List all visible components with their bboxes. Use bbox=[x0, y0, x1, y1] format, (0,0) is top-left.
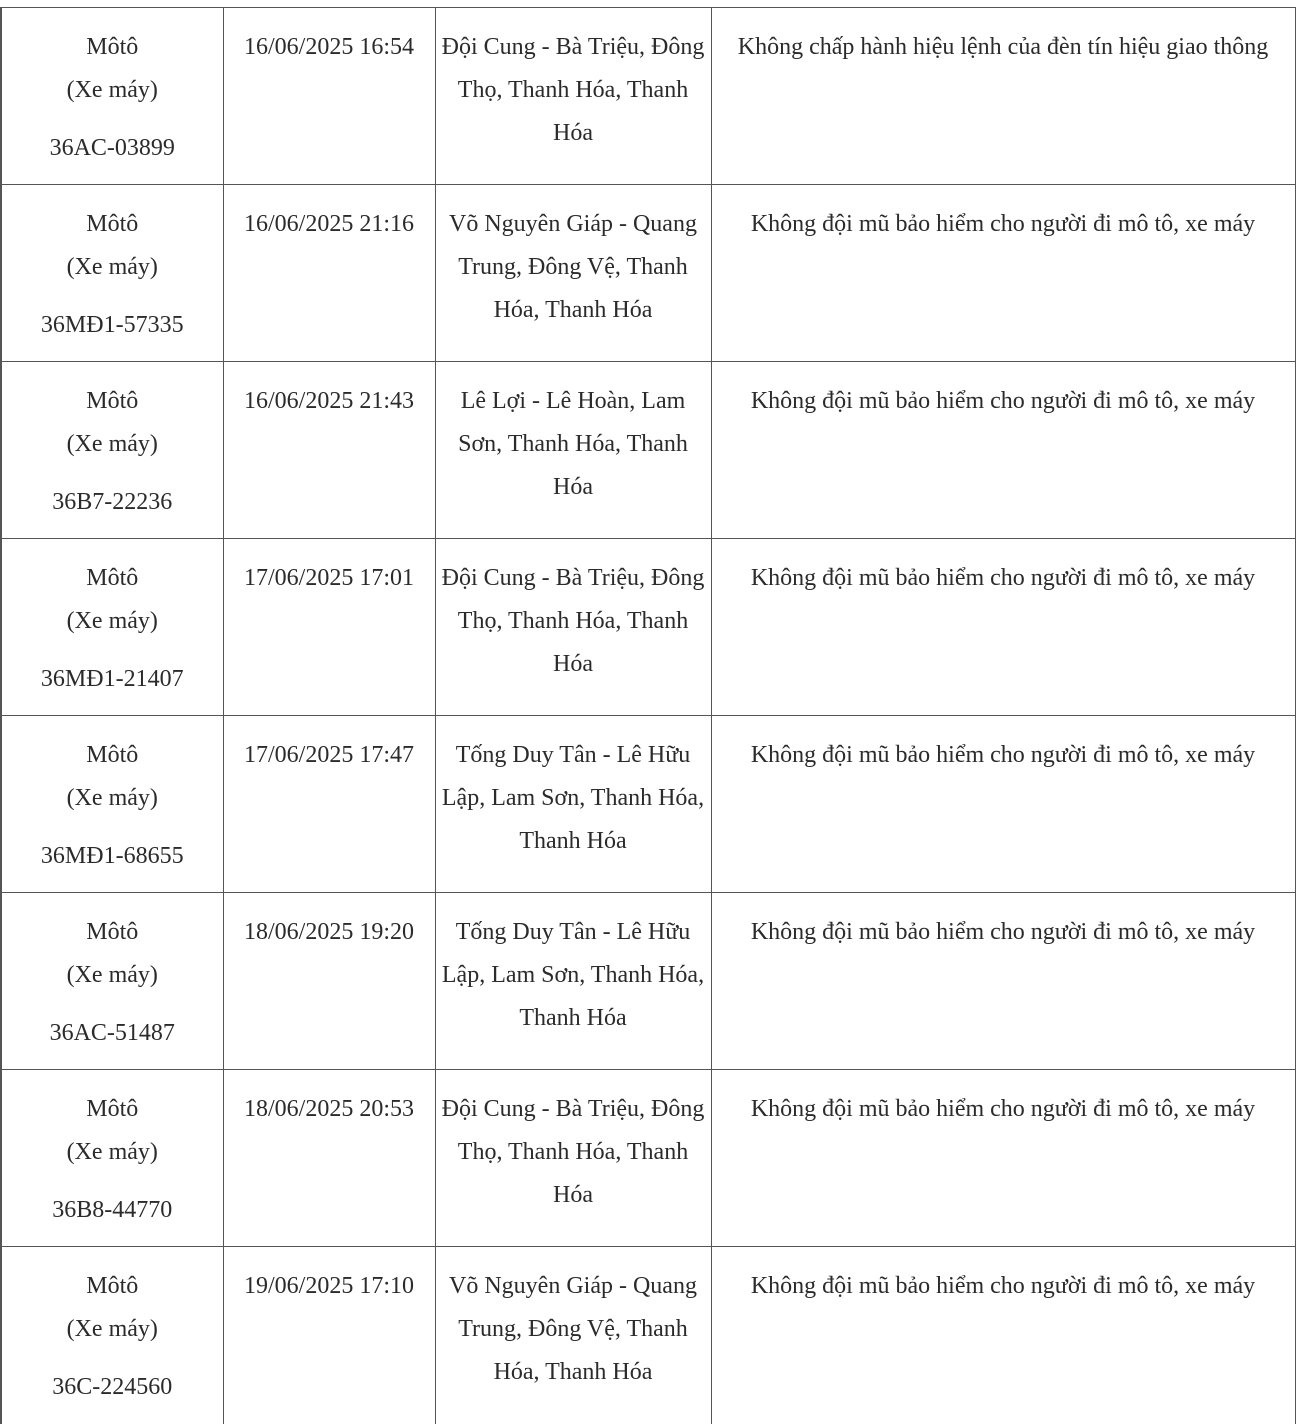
vehicle-type: Môtô bbox=[86, 1096, 139, 1122]
violation-time: 17/06/2025 17:01 bbox=[223, 539, 435, 716]
vehicle-type: Môtô bbox=[86, 565, 139, 591]
vehicle-subtype: (Xe máy) bbox=[66, 1316, 158, 1342]
vehicle-cell bbox=[1, 185, 223, 362]
table-row bbox=[1, 893, 1295, 1070]
table-row bbox=[1, 1247, 1295, 1424]
table-row bbox=[1, 185, 1295, 362]
license-plate: 36B8-44770 bbox=[52, 1197, 173, 1223]
violation-time: 18/06/2025 20:53 bbox=[223, 1070, 435, 1247]
vehicle-cell bbox=[1, 1247, 223, 1424]
vehicle-subtype: (Xe máy) bbox=[66, 785, 158, 811]
vehicle-cell bbox=[1, 362, 223, 539]
vehicle-type: Môtô bbox=[86, 388, 139, 414]
table-row bbox=[1, 716, 1295, 893]
license-plate: 36AC-51487 bbox=[49, 1020, 175, 1046]
table-row bbox=[1, 1070, 1295, 1247]
vehicle-subtype: (Xe máy) bbox=[66, 962, 158, 988]
license-plate: 36AC-03899 bbox=[49, 135, 175, 161]
vehicle-type: Môtô bbox=[86, 742, 139, 768]
violations-table-wrapper bbox=[0, 7, 1294, 1424]
license-plate: 36B7-22236 bbox=[52, 489, 173, 515]
vehicle-subtype: (Xe máy) bbox=[66, 608, 158, 634]
violation-description: Không chấp hành hiệu lệnh của đèn tín hiệu giao thông bbox=[711, 8, 1295, 185]
violation-time: 16/06/2025 21:43 bbox=[223, 362, 435, 539]
violation-description: Không đội mũ bảo hiểm cho người đi mô tô, xe máy bbox=[711, 893, 1295, 1070]
table-row bbox=[1, 362, 1295, 539]
violation-location: Tống Duy Tân - Lê Hữu Lập, Lam Sơn, Thanh Hóa, Thanh Hóa bbox=[435, 893, 711, 1070]
vehicle-type: Môtô bbox=[86, 211, 139, 237]
vehicle-cell bbox=[1, 893, 223, 1070]
violation-time: 16/06/2025 21:16 bbox=[223, 185, 435, 362]
license-plate: 36MĐ1-57335 bbox=[40, 312, 184, 338]
vehicle-subtype: (Xe máy) bbox=[66, 254, 158, 280]
violation-time: 19/06/2025 17:10 bbox=[223, 1247, 435, 1424]
violation-time: 17/06/2025 17:47 bbox=[223, 716, 435, 893]
violation-location: Lê Lợi - Lê Hoàn, Lam Sơn, Thanh Hóa, Thanh Hóa bbox=[435, 362, 711, 539]
violation-location: Đội Cung - Bà Triệu, Đông Thọ, Thanh Hóa, Thanh Hóa bbox=[435, 539, 711, 716]
violation-time: 18/06/2025 19:20 bbox=[223, 893, 435, 1070]
violation-description: Không đội mũ bảo hiểm cho người đi mô tô, xe máy bbox=[711, 716, 1295, 893]
vehicle-subtype: (Xe máy) bbox=[66, 77, 158, 103]
vehicle-subtype: (Xe máy) bbox=[66, 1139, 158, 1165]
violation-location: Đội Cung - Bà Triệu, Đông Thọ, Thanh Hóa, Thanh Hóa bbox=[435, 8, 711, 185]
vehicle-subtype: (Xe máy) bbox=[66, 431, 158, 457]
violation-time: 16/06/2025 16:54 bbox=[223, 8, 435, 185]
violation-description: Không đội mũ bảo hiểm cho người đi mô tô, xe máy bbox=[711, 1247, 1295, 1424]
vehicle-cell bbox=[1, 1070, 223, 1247]
vehicle-cell bbox=[1, 716, 223, 893]
violations-table bbox=[0, 7, 1296, 1424]
license-plate: 36MĐ1-21407 bbox=[40, 666, 184, 692]
vehicle-type: Môtô bbox=[86, 919, 139, 945]
license-plate: 36MĐ1-68655 bbox=[40, 843, 184, 869]
violation-description: Không đội mũ bảo hiểm cho người đi mô tô, xe máy bbox=[711, 362, 1295, 539]
vehicle-cell bbox=[1, 539, 223, 716]
vehicle-cell bbox=[1, 8, 223, 185]
violation-location: Võ Nguyên Giáp - Quang Trung, Đông Vệ, Thanh Hóa, Thanh Hóa bbox=[435, 1247, 711, 1424]
violation-description: Không đội mũ bảo hiểm cho người đi mô tô, xe máy bbox=[711, 539, 1295, 716]
license-plate: 36C-224560 bbox=[52, 1374, 173, 1400]
vehicle-type: Môtô bbox=[86, 34, 139, 60]
table-row bbox=[1, 8, 1295, 185]
violation-description: Không đội mũ bảo hiểm cho người đi mô tô, xe máy bbox=[711, 1070, 1295, 1247]
table-row bbox=[1, 539, 1295, 716]
violation-description: Không đội mũ bảo hiểm cho người đi mô tô, xe máy bbox=[711, 185, 1295, 362]
vehicle-type: Môtô bbox=[86, 1273, 139, 1299]
violation-location: Đội Cung - Bà Triệu, Đông Thọ, Thanh Hóa, Thanh Hóa bbox=[435, 1070, 711, 1247]
violation-location: Tống Duy Tân - Lê Hữu Lập, Lam Sơn, Thanh Hóa, Thanh Hóa bbox=[435, 716, 711, 893]
violation-location: Võ Nguyên Giáp - Quang Trung, Đông Vệ, Thanh Hóa, Thanh Hóa bbox=[435, 185, 711, 362]
